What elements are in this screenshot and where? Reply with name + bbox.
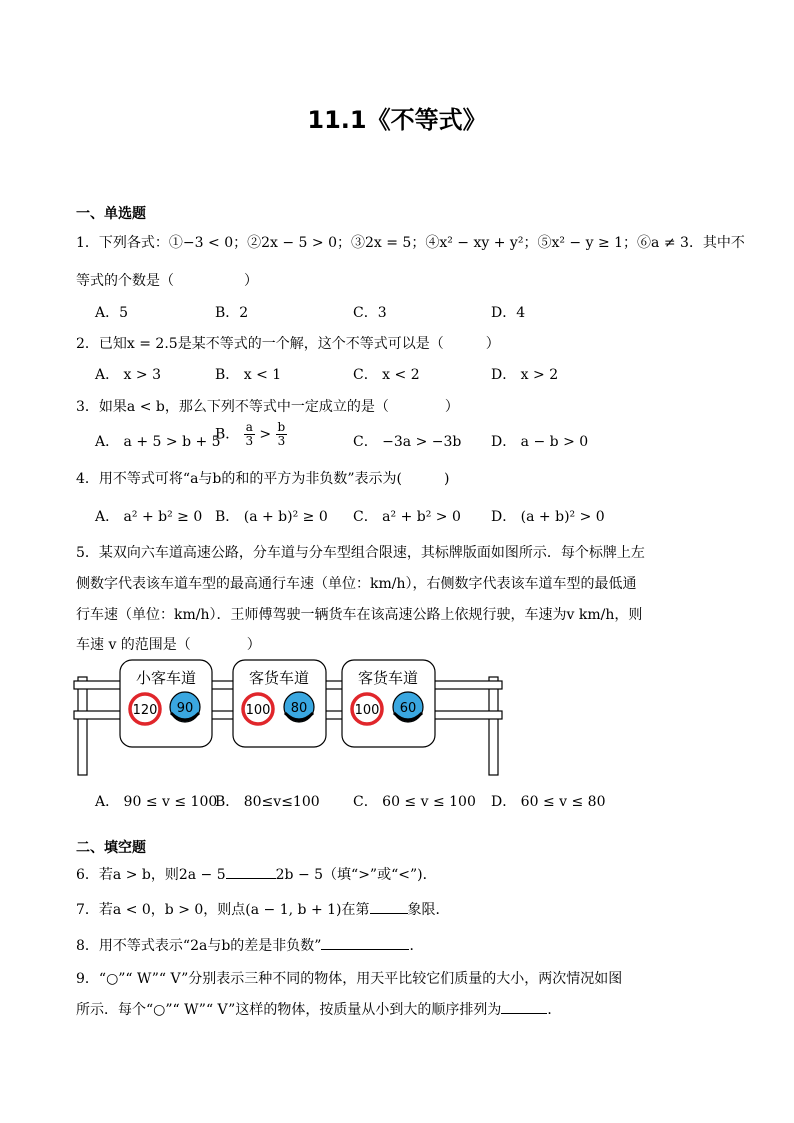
q4-option-d[interactable]: D． (a + b)² > 0 [491, 509, 605, 525]
section-fill-in: 二、填空题 [76, 840, 146, 856]
q5-option-c[interactable]: C． 60 ≤ v ≤ 100 [353, 794, 476, 810]
q9-answer-blank[interactable] [501, 999, 547, 1014]
question-6: 6．若a > b，则2a − 5 2b − 5（填“>”或“<”)． [76, 864, 437, 884]
speed-limit-signboard-figure [70, 655, 510, 780]
q3-option-c[interactable]: C． −3a > −3b [353, 434, 462, 450]
q2-option-a[interactable]: A． x > 3 [95, 367, 161, 383]
q4-option-a[interactable]: A． a² + b² ≥ 0 [95, 509, 203, 525]
q5-option-b[interactable]: B． 80≤v≤100 [215, 794, 320, 810]
sign-small-car-lane [120, 660, 212, 747]
question-9-line2: 所示．每个“○”“ W”“ V”这样的物体，按质量从小到大的顺序排列为 ． [76, 999, 561, 1019]
question-7: 7．若a < 0，b > 0，则点(a − 1, b + 1)在第 象限． [76, 899, 450, 919]
q3-option-b[interactable]: B． $\frac{a}{3}$ > $\frac{b}{3}$ [215, 420, 286, 448]
right-post [489, 677, 498, 775]
q1-option-d[interactable]: D．4 [491, 305, 526, 321]
q4-option-c[interactable]: C． a² + b² > 0 [353, 509, 461, 525]
q8-answer-blank[interactable] [321, 935, 409, 950]
sign-1-label: 小客车道 [135, 669, 197, 687]
q4-option-b[interactable]: B． (a + b)² ≥ 0 [215, 509, 328, 525]
question-5-line3: 行车速（单位：km/h）．王师傅驾驶一辆货车在该高速公路上依规行驶，车速为v km/h，则 [76, 607, 643, 623]
question-1: 1．下列各式：①−3 < 0；②2x − 5 > 0；③2x = 5；④x² − xy + y²；⑤x² − y ≥ 1；⑥a ≠ 3．其中不 [76, 235, 745, 251]
question-4: 4．用不等式可将“a与b的和的平方为非负数”表示为( ) [76, 471, 450, 487]
question-2: 2．已知x = 2.5是某不等式的一个解，这个不等式可以是（ ） [76, 336, 500, 352]
question-3: 3．如果a < b，那么下列不等式中一定成立的是（ ） [76, 399, 459, 415]
q3-option-a[interactable]: A． a + 5 > b + 5 [95, 434, 221, 450]
question-5-line4: 车速 v 的范围是（ ） [76, 637, 261, 653]
sign-2-min: 80 [290, 701, 308, 716]
q5-option-d[interactable]: D． 60 ≤ v ≤ 80 [491, 794, 606, 810]
question-5-line1: 5．某双向六车道高速公路，分车道与分车型组合限速，其标牌版面如图所示．每个标牌上左 [76, 545, 645, 561]
q1-option-a[interactable]: A．5 [95, 305, 129, 321]
q1-option-b[interactable]: B．2 [215, 305, 249, 321]
question-9-line1: 9．“○”“ W”“ V”分别表示三种不同的物体，用天平比较它们质量的大小，两次情况如图 [76, 971, 623, 987]
q2-option-c[interactable]: C． x < 2 [353, 367, 420, 383]
sign-2-max: 100 [245, 703, 271, 718]
q7-answer-blank[interactable] [370, 899, 408, 914]
q2-option-b[interactable]: B． x < 1 [215, 367, 282, 383]
sign-3-min: 60 [399, 701, 417, 716]
sign-3-max: 100 [354, 703, 380, 718]
q2-option-d[interactable]: D． x > 2 [491, 367, 559, 383]
section-single-choice: 一、单选题 [76, 206, 146, 222]
left-post [78, 677, 87, 775]
page-title: 11.1《不等式》 [307, 106, 487, 134]
question-5-line2: 侧数字代表该车道车型的最高通行车速（单位：km/h），右侧数字代表该车道车型的最低通 [76, 576, 637, 592]
fraction-a-over-3: $\frac{a}{3}$ [245, 420, 254, 448]
question-1-line2: 等式的个数是（ ） [76, 273, 258, 289]
fraction-b-over-3: $\frac{b}{3}$ [277, 420, 286, 448]
sign-1-min: 90 [176, 701, 194, 716]
q5-option-a[interactable]: A． 90 ≤ v ≤ 100 [95, 794, 218, 810]
sign-passenger-freight-lane-1 [233, 660, 326, 747]
sign-2-label: 客货车道 [248, 669, 310, 687]
q1-option-c[interactable]: C．3 [353, 305, 387, 321]
q6-answer-blank[interactable] [226, 864, 276, 879]
sign-3-label: 客货车道 [357, 669, 419, 687]
sign-passenger-freight-lane-2 [342, 660, 435, 747]
question-8: 8．用不等式表示“2a与b的差是非负数” ． [76, 935, 423, 955]
q3-option-d[interactable]: D． a − b > 0 [491, 434, 589, 450]
sign-1-max: 120 [132, 703, 158, 718]
